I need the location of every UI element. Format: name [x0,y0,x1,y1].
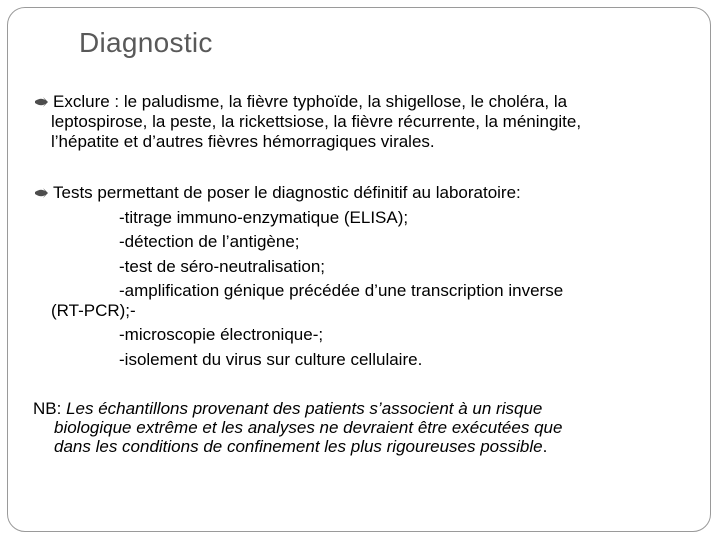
test-item: -titrage immuno-enzymatique (ELISA); [119,207,409,227]
bullet-line [35,112,581,132]
nb-note [33,399,562,456]
bullet-line [35,92,581,112]
test-item: -amplification génique précédée d’une transcription inverse [119,281,564,300]
bullet-arrow-icon [35,96,48,108]
nb-label: NB: [33,399,67,418]
bullet-text: Exclure : le paludisme, la fièvre typhoïde, la shigellose, le choléra, la [53,92,568,111]
nb-text: dans les conditions de confinement les plus rigoureuses possible [54,437,543,456]
bullet-line [35,132,581,152]
nb-line [33,418,562,437]
test-item: -détection de l’antigène; [119,232,300,251]
slide-title: Diagnostic [79,27,213,58]
bullet-text: leptospirose, la peste, la rickettsiose, la fièvre récurrente, la méningite, [51,112,582,131]
nb-period: . [542,437,548,456]
bullet-tests [35,181,563,372]
bullet-text: Tests permettant de poser le diagnostic définitif au laboratoire: [53,183,521,202]
test-item: -test de séro-neutralisation; [119,256,325,276]
test-item: -isolement du virus sur culture cellulaire. [119,349,423,369]
nb-line [33,399,562,418]
bullet-line [35,181,563,206]
bullet-arrow-icon [35,187,48,199]
nb-text: biologique extrême et les analyses ne devraient être exécutées que [54,418,563,437]
bullet-text: l’hépatite et d’autres fièvres hémorragiques virales. [51,132,435,151]
test-item-continuation: (RT-PCR);- [51,301,136,320]
test-item: -microscopie électronique-; [119,325,324,344]
bullet-exclusions [35,92,581,152]
nb-line [33,437,562,456]
nb-text: Les échantillons provenant des patients s’associent à un risque [66,399,543,418]
